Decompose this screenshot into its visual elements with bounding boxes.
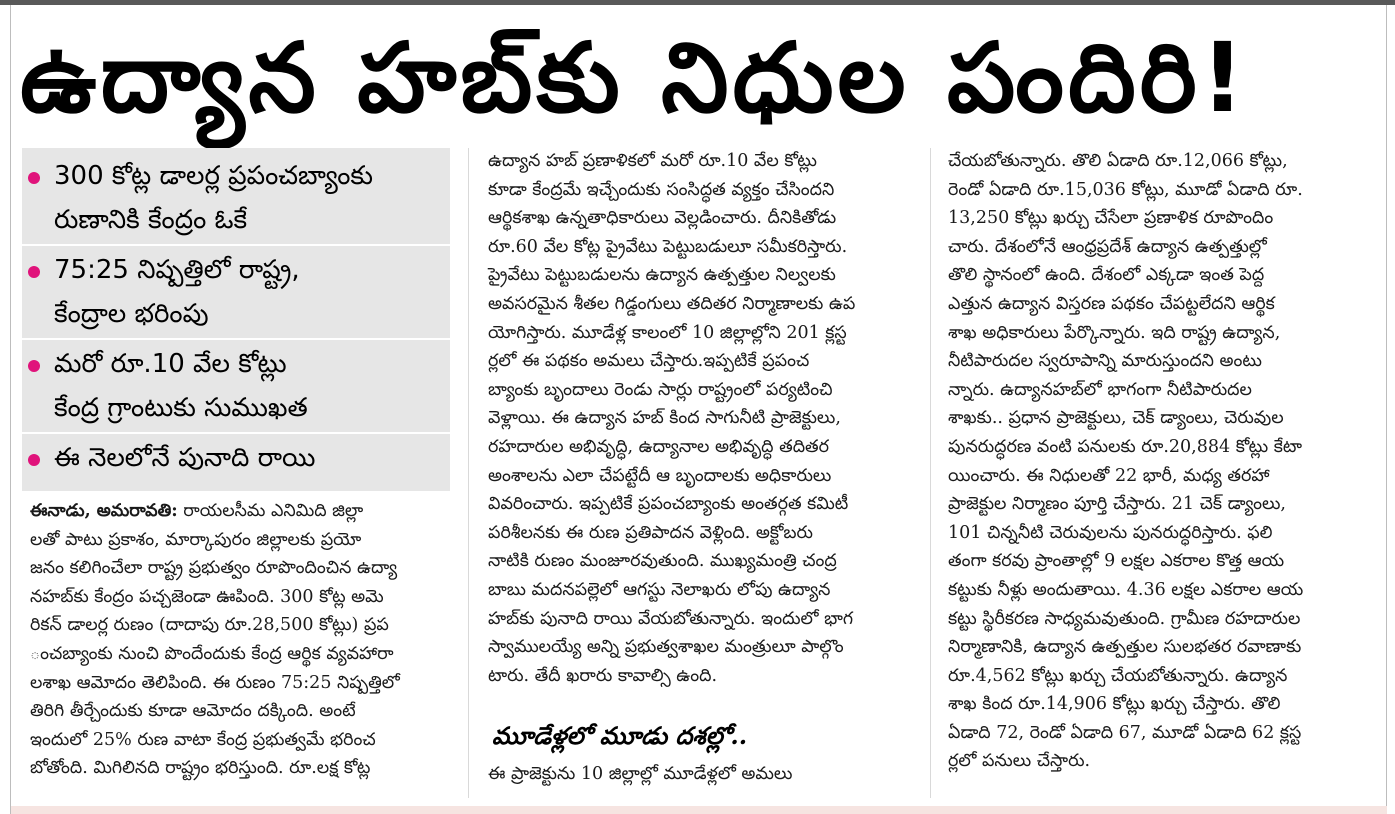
highlight-divider xyxy=(22,338,450,340)
highlight-item xyxy=(22,154,450,242)
highlight-divider xyxy=(22,432,450,434)
highlight-text: 75:25 నిష్పత్తిలో రాష్ట్ర, కేంద్రాల భరింపు xyxy=(54,255,300,329)
highlight-item xyxy=(22,248,450,336)
article-column-1 xyxy=(30,497,448,783)
subheading: మూడేళ్లలో మూడు దశల్లో.. xyxy=(492,721,748,750)
left-border xyxy=(10,5,11,814)
highlight-item xyxy=(22,436,450,480)
bottom-band xyxy=(11,806,1387,814)
highlight-item xyxy=(22,342,450,430)
highlights-box xyxy=(22,148,450,491)
highlight-divider xyxy=(22,244,450,246)
highlight-text: మరో రూ.10 వేల కోట్లు కేంద్ర గ్రాంటుకు సుముఖత xyxy=(54,349,308,423)
highlight-text: 300 కోట్ల డాలర్ల ప్రపంచబ్యాంకు రుణానికి కేంద్రం ఓకే xyxy=(54,161,374,235)
bullet-icon xyxy=(28,266,40,278)
article-column-2: ఉద్యాన హబ్ ప్రణాళికలో మరో రూ.10 వేల కోట్లు కూడా కేంద్రమే ఇచ్చేందుకు సంసిద్ధత వ్యక్తం చేసిందని ఆర్థికశాఖ ఉన్నతాధికారులు వెల్లడించారు. దీనికితోడు రూ.60 వేల కోట్ల ప్రైవేటు పెట్టుబడులూ సమీకరిస్తారు. ప్రైవేటు పెట్టుబడులను ఉద్యాన ఉత్పత్తుల నిల్వలకు అవసరమైన శీతల గిడ్డంగులు తదితర నిర్మాణాలకు ఉప యోగిస్తారు. మూడేళ్ల కాలంలో 10 జిల్లాల్లోని 201 క్లస్ట ర్లలో ఈ పథకం అమలు చేస్తారు.ఇప్పటికే ప్రపంచ బ్యాంకు బృందాలు రెండు సార్లు రాష్ట్రంలో పర్యటించి వెళ్లాయి. ఈ ఉద్యాన హబ్ కింద సాగునీటి ప్రాజెక్టులు, రహదారుల అభివృద్ధి, ఉద్యానాల అభివృద్ధి తదితర అంశాలను ఎలా చేపట్టేదీ ఆ బృందాలకు అధికారులు వివరించారు. ఇప్పటికే ప్రపంచబ్యాంకు అంతర్గత కమిటీ పరిశీలనకు ఈ రుణ ప్రతిపాదన వెళ్లింది. అక్టోబరు నాటికి రుణం మంజూరవుతుంది. ముఖ్యమంత్రి చంద్ర బాబు మదనపల్లెలో ఆగస్టు నెలాఖరు లోపు ఉద్యాన హబ్‌కు పునాది రాయి వేయబోతున్నారు. ఇందులో భాగ స్వాములయ్యే అన్ని ప్రభుత్వశాఖల మంత్రులూ పాల్గొం టారు. తేదీ ఖరారు కావాల్సి ఉంది. xyxy=(488,151,856,686)
dateline: ఈనాడు, అమరావతి: xyxy=(30,501,178,521)
article-column-2-tail: ఈ ప్రాజెక్టును 10 జిల్లాల్లో మూడేళ్లలో అమలు xyxy=(488,764,793,784)
headline: ఉద్యాన హబ్‌కు నిధుల పందిరి! xyxy=(20,22,1249,134)
right-border xyxy=(1386,5,1387,814)
bullet-icon xyxy=(28,360,40,372)
column-divider xyxy=(930,148,931,798)
bullet-icon xyxy=(28,172,40,184)
article-column-3: చేయబోతున్నారు. తొలి ఏడాది రూ.12,066 కోట్లు, రెండో ఏడాది రూ.15,036 కోట్లు, మూడో ఏడాది రూ. 13,250 కోట్లు ఖర్చు చేసేలా ప్రణాళిక రూపొందిం చారు. దేశంలోనే ఆంధ్రప్రదేశ్ ఉద్యాన ఉత్పత్తుల్లో తొలి స్థానంలో ఉంది. దేశంలో ఎక్కడా ఇంత పెద్ద ఎత్తున ఉద్యాన విస్తరణ పథకం చేపట్టలేదని ఆర్థిక శాఖ అధికారులు పేర్కొన్నారు. ఇది రాష్ట్ర ఉద్యాన, నీటిపారుదల స్వరూపాన్ని మారుస్తుందని అంటు న్నారు. ఉద్యానహబ్‌లో భాగంగా నీటిపారుదల శాఖకు.. ప్రధాన ప్రాజెక్టులు, చెక్ డ్యాంలు, చెరువుల పునరుద్ధరణ వంటి పనులకు రూ.20,884 కోట్లు కేటా యించారు. ఈ నిధులతో 22 భారీ, మధ్య తరహా ప్రాజెక్టుల నిర్మాణం పూర్తి చేస్తారు. 21 చెక్ డ్యాంలు, 101 చిన్ననీటి చెరువులను పునరుద్ధరిస్తారు. ఫలి తంగా కరవు ప్రాంతాల్లో 9 లక్షల ఎకరాల కొత్త ఆయ కట్టుకు నీళ్లు అందుతాయి. 4.36 లక్షల ఎకరాల ఆయ కట్టు స్థిరీకరణ సాధ్యమవుతుంది. గ్రామీణ రహదారుల నిర్మాణానికి, ఉద్యాన ఉత్పత్తుల సులభతర రవాణాకు రూ.4,562 కోట్లు ఖర్చు చేయబోతున్నారు. ఉద్యాన శాఖ కింద రూ.14,906 కోట్లు ఖర్చు చేస్తారు. తొలి ఏడాది 72, రెండో ఏడాది 67, మూడో ఏడాది 62 క్లస్ట ర్లలో పనులు చేస్తారు. xyxy=(948,151,1304,772)
bullet-icon xyxy=(28,454,40,466)
column-1-text: రాయలసీమ ఎనిమిది జిల్లా లతో పాటు ప్రకాశం, మార్కాపురం జిల్లాలకు ప్రయో జనం కలిగించేలా రాష్ట్ర ప్రభుత్వం రూపొందించిన ఉద్యా నహబ్‌కు కేంద్రం పచ్చజెండా ఊపింది. 300 కోట్ల అమె రికన్ డాలర్ల రుణం (దాదాపు రూ.28,500 కోట్లు) ప్రప ంచబ్యాంకు నుంచి పొందేందుకు కేంద్ర ఆర్థిక వ్యవహారా లశాఖ ఆమోదం తెలిపింది. ఈ రుణం 75:25 నిష్పత్తిలో తిరిగి తీర్చేందుకు కూడా ఆమోదం దక్కింది. అంటే ఇందులో 25% రుణ వాటా కేంద్ర ప్రభుత్వమే భరించ బోతోంది. మిగిలినది రాష్ట్రం భరిస్తుంది. రూ.లక్ష కోట్ల xyxy=(30,501,400,779)
column-divider xyxy=(468,148,469,798)
highlight-text: ఈ నెలలోనే పునాది రాయి xyxy=(54,443,316,473)
top-border xyxy=(0,0,1395,5)
